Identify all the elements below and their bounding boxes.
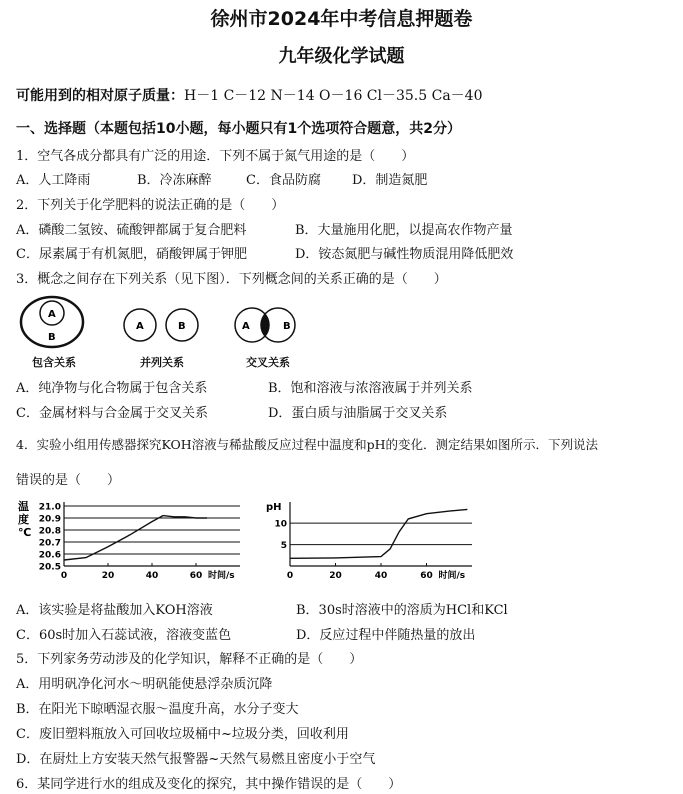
parallel-letter-a: A [136, 321, 144, 332]
x-axis-label: 时间/s [208, 571, 235, 581]
q3-option-d: D．蛋白质与油脂属于交叉关系 [268, 406, 448, 421]
atomic-mass-label: 可能用到的相对原子质量： [16, 88, 184, 104]
y-tick-label: 20.8 [38, 526, 61, 537]
exam-subtitle: 九年级化学试题 [278, 46, 405, 67]
q5-option-c: C．废旧塑料瓶放入可回收垃圾桶中~垃圾分类，回收利用 [16, 727, 349, 742]
y-axis-label: pH [266, 502, 282, 513]
q2-option-d: D．铵态氮肥与碱性物质混用降低肥效 [295, 247, 514, 262]
q4-option-d: D．反应过程中伴随热量的放出 [296, 628, 476, 643]
question-1-stem: 1．空气各成分都具有广泛的用途．下列不属于氮气用途的是（ ） [16, 149, 415, 164]
question-6-stem: 6．某同学进行水的组成及变化的探究，其中操作错误的是（ ） [16, 777, 402, 792]
containment-letter-a: A [48, 309, 56, 320]
y-tick-label: 20.9 [38, 514, 61, 525]
x-tick-label: 0 [286, 571, 294, 581]
y-axis-label-line1: 温 [18, 500, 29, 513]
q5-option-d: D．在厨灶上方安装天然气报警器~天然气易燃且密度小于空气 [16, 752, 376, 767]
temperature-chart [14, 494, 254, 586]
x-axis-label: 时间/s [438, 571, 466, 581]
x-tick-label: 60 [189, 571, 203, 581]
data-series-line [64, 516, 207, 560]
question-4-stem-line2: 错误的是（ ） [16, 473, 121, 488]
question-3-stem: 3．概念之间存在下列关系（见下图）．下列概念间的关系正确的是（ ） [16, 272, 447, 287]
q3-option-c: C．金属材料与合金属于交叉关系 [16, 406, 208, 421]
q4-option-a: A．该实验是将盐酸加入KOH溶液 [16, 603, 213, 618]
y-tick-label: 20.5 [38, 562, 61, 573]
venn-label-cross: 交叉关系 [246, 356, 290, 369]
question-4-stem-line1: 4．实验小组用传感器探究KOH溶液与稀盐酸反应过程中温度和pH的变化．测定结果如图所示．下列说法 [16, 437, 599, 452]
atomic-mass-values: H－1 C－12 N－14 O－16 Cl－35.5 Ca－40 [184, 88, 483, 104]
y-axis-label-line3: ℃ [18, 526, 32, 539]
exam-title: 徐州市2024年中考信息押题卷 [210, 8, 473, 30]
q4-option-b: B．30s时溶液中的溶质为HCl和KCl [296, 603, 508, 618]
parallel-letter-b: B [178, 321, 186, 332]
y-tick-label: 21.0 [38, 502, 61, 513]
q2-option-c: C．尿素属于有机氮肥，硝酸钾属于钾肥 [16, 247, 247, 262]
x-tick-label: 20 [101, 571, 115, 581]
q1-option-a: A．人工降雨 [16, 173, 91, 188]
q3-option-a: A．纯净物与化合物属于包含关系 [16, 381, 208, 396]
atomic-mass-line [16, 85, 482, 105]
x-tick-label: 40 [145, 571, 159, 581]
q4-option-c: C．60s时加入石蕊试液，溶液变蓝色 [16, 628, 232, 643]
q2-option-a: A．磷酸二氢铵、硫酸钾都属于复合肥料 [16, 223, 247, 238]
venn-label-parallel: 并列关系 [140, 356, 184, 369]
x-tick-label: 20 [329, 571, 342, 581]
q1-option-d: D．制造氮肥 [352, 173, 428, 188]
containment-letter-b: B [48, 332, 56, 343]
cross-letter-a: A [242, 321, 250, 332]
q1-option-b: B．冷冻麻醉 [137, 173, 212, 188]
venn-diagrams [14, 292, 314, 354]
q5-option-a: A．用明矾净化河水～明矾能使悬浮杂质沉降 [16, 677, 273, 692]
x-tick-label: 0 [60, 571, 68, 581]
q2-option-b: B．大量施用化肥，以提高农作物产量 [295, 223, 513, 238]
x-tick-label: 60 [420, 571, 433, 581]
y-tick-label: 10 [274, 519, 287, 530]
question-5-stem: 5．下列家务劳动涉及的化学知识，解释不正确的是（ ） [16, 652, 363, 667]
data-series-line [290, 509, 467, 558]
ph-chart [264, 494, 494, 586]
question-2-stem: 2．下列关于化学肥料的说法正确的是（ ） [16, 198, 285, 213]
venn-label-containment: 包含关系 [32, 356, 76, 369]
y-tick-label: 5 [280, 541, 287, 552]
q3-option-b: B．饱和溶液与浓溶液属于并列关系 [268, 381, 473, 396]
q1-option-c: C．食品防腐 [246, 173, 321, 188]
y-tick-label: 20.7 [38, 538, 61, 549]
cross-letter-b: B [283, 321, 291, 332]
y-tick-label: 20.6 [38, 550, 61, 561]
q5-option-b: B．在阳光下晾晒湿衣服～温度升高，水分子变大 [16, 702, 299, 717]
x-tick-label: 40 [374, 571, 388, 581]
section-heading: 一、选择题（本题包括10小题，每小题只有1个选项符合题意，共2分） [16, 121, 461, 137]
y-axis-label-line2: 度 [18, 513, 29, 526]
